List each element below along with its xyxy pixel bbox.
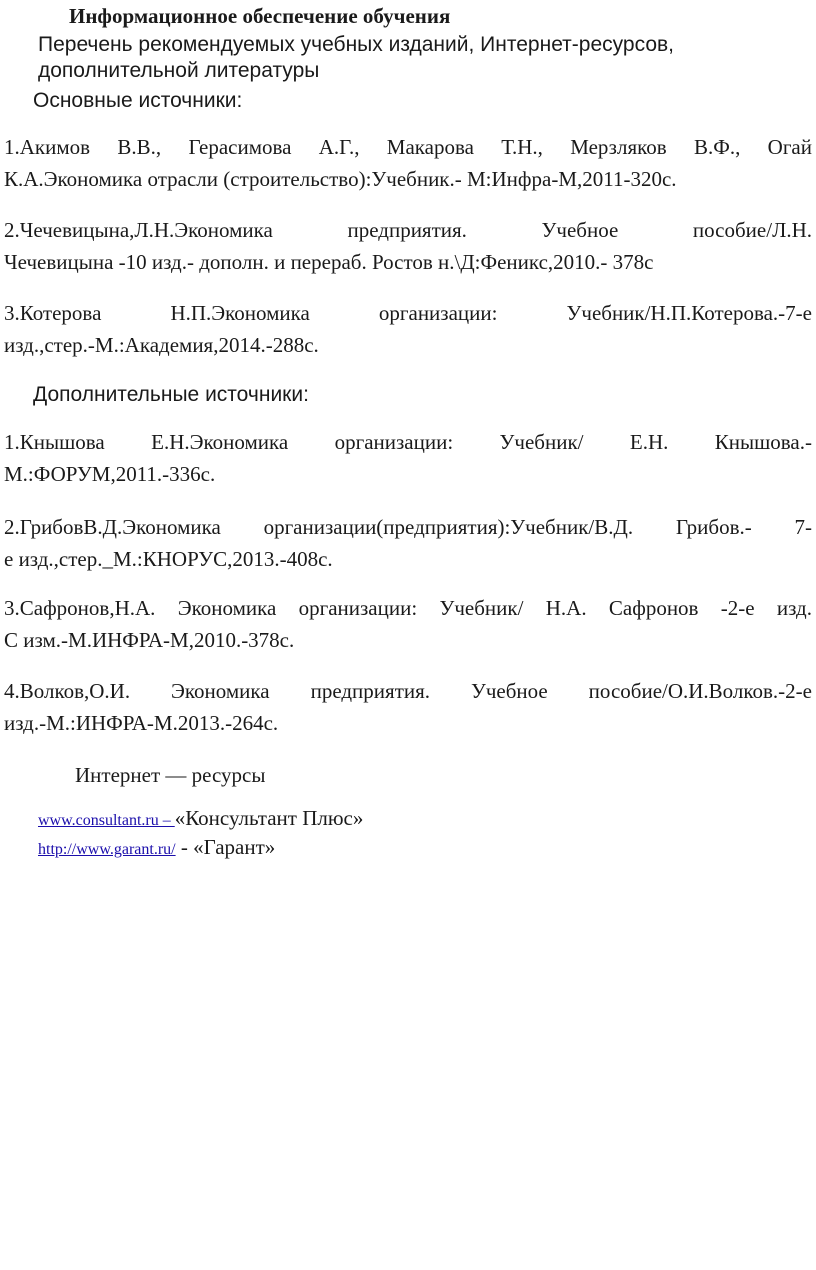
consultant-link[interactable]: www.consultant.ru – (38, 812, 175, 829)
ref-line: Чечевицына -10 изд.- дополн. и перераб. Ростов н.\Д:Феникс,2010.- 378с (4, 250, 654, 274)
main-source-item (4, 131, 812, 195)
main-source-item (4, 297, 812, 361)
extra-source-item (4, 675, 812, 739)
ref-line: 4.Волков,О.И. Экономика предприятия. Учебное пособие/О.И.Волков.-2-е (4, 679, 812, 703)
ref-line: изд.-М.:ИНФРА-М.2013.-264с. (4, 711, 279, 735)
main-source-item (4, 214, 812, 278)
ref-line: 1.Кнышова Е.Н.Экономика организации: Учебник/ Е.Н. Кнышова.- (4, 430, 812, 454)
ref-line: 2.Чечевицына,Л.Н.Экономика предприятия. Учебное пособие/Л.Н. (4, 218, 812, 242)
extra-source-item (4, 511, 812, 575)
ref-line: 3.Котерова Н.П.Экономика организации: Учебник/Н.П.Котерова.-7-е (4, 301, 812, 325)
link-description: - «Гарант» (175, 835, 276, 859)
link-row (38, 834, 363, 863)
ref-line: 3.Сафронов,Н.А. Экономика организации: Учебник/ Н.А. Сафронов -2-е изд. (4, 596, 812, 620)
ref-line: изд.,стер.-М.:Академия,2014.-288с. (4, 333, 319, 357)
ref-line: К.А.Экономика отрасли (строительство):Учебник.- М:Инфра-М,2011-320с. (4, 167, 677, 191)
extra-sources-heading: Дополнительные источники: (33, 383, 309, 406)
extra-source-item (4, 426, 812, 490)
garant-link[interactable]: http://www.garant.ru/ (38, 841, 176, 858)
internet-resources-heading: Интернет — ресурсы (75, 763, 266, 787)
ref-line: е изд.,стер._М.:КНОРУС,2013.-408с. (4, 547, 333, 571)
extra-source-item (4, 592, 812, 656)
ref-line: М.:ФОРУМ,2011.-336с. (4, 462, 216, 486)
main-sources-heading: Основные источники: (33, 89, 243, 112)
link-row (38, 805, 363, 834)
ref-line: С изм.-М.ИНФРА-М,2010.-378с. (4, 628, 295, 652)
document-title: Информационное обеспечение обучения (69, 4, 451, 28)
document-subtitle: Перечень рекомендуемых учебных изданий, Интернет-ресурсов, дополнительной литературы (38, 33, 674, 82)
ref-line: 2.ГрибовВ.Д.Экономика организации(предприятия):Учебник/В.Д. Грибов.- 7- (4, 515, 812, 539)
link-description: «Консультант Плюс» (174, 806, 364, 830)
ref-line: 1.Акимов В.В., Герасимова А.Г., Макарова Т.Н., Мерзляков В.Ф., Огай (4, 135, 812, 159)
internet-links (38, 805, 363, 863)
